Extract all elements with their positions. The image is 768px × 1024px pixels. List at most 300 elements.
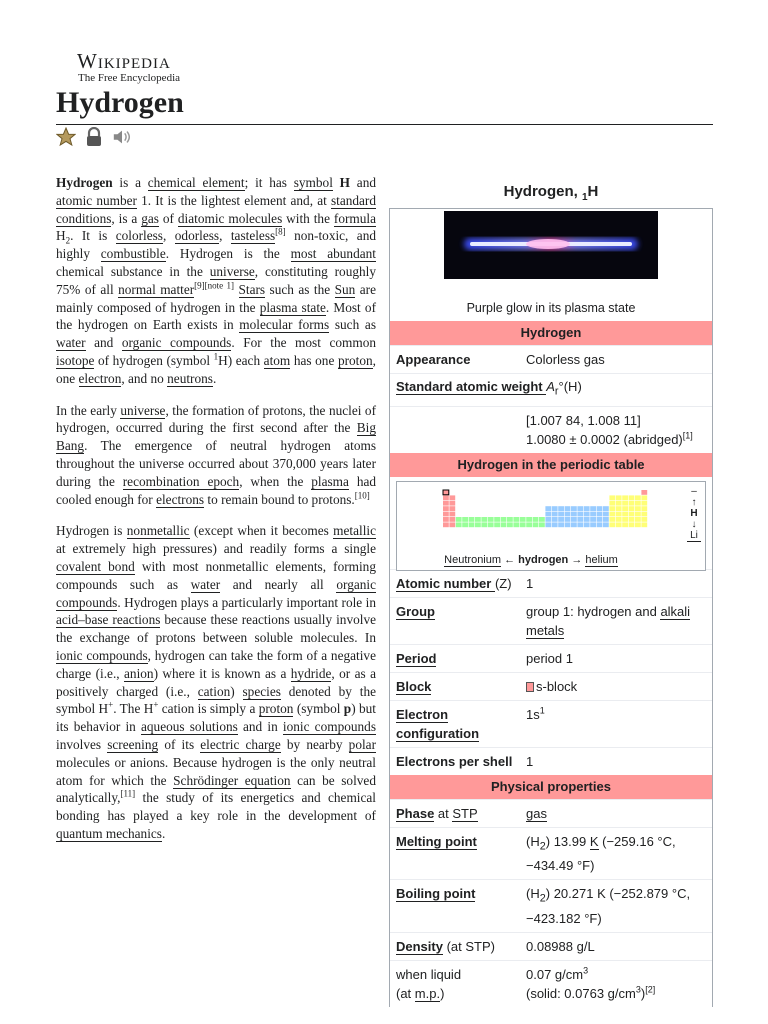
text: . Hydrogen is the	[165, 246, 291, 262]
pt-cell-d	[545, 522, 551, 527]
superscript: +	[108, 699, 114, 710]
hydrogen-plasma-image[interactable]	[444, 211, 658, 279]
text: , the formation of protons, the nuclei of hydrogen, occurred during the first second after the	[56, 402, 377, 436]
link-acid-base-reactions[interactable]: acid–base reactions	[56, 612, 161, 628]
link-group[interactable]: Group	[396, 603, 435, 619]
pt-cell-p	[635, 495, 641, 500]
link-anion[interactable]: anion	[124, 665, 154, 681]
pt-cell-d	[552, 517, 558, 522]
link-diatomic-molecules[interactable]: diatomic molecules	[177, 210, 283, 226]
text: ; it has	[244, 175, 294, 190]
current-element-symbol: H	[690, 507, 698, 519]
row-standard-atomic-weight-values	[390, 406, 712, 453]
text: ) where it is known as a	[153, 665, 291, 681]
link-chemical-element[interactable]: chemical element	[147, 175, 245, 190]
block-text: s-block	[536, 678, 578, 694]
link-standard-atomic-weight[interactable]: Standard atomic weight	[396, 379, 547, 394]
link-aqueous-solutions[interactable]: aqueous solutions	[141, 719, 238, 735]
pt-cell-p	[629, 495, 635, 500]
link-universe[interactable]: universe	[209, 263, 255, 279]
page-status-icons	[56, 127, 132, 147]
link-metallic[interactable]: metallic	[333, 523, 376, 539]
row-density-liquid	[390, 960, 712, 1007]
link-melting-point-abbr[interactable]: m.p.	[414, 985, 441, 1001]
pt-cell-p	[609, 511, 615, 516]
pt-cell-p	[641, 495, 647, 500]
pt-cell-d	[558, 506, 564, 511]
row-group	[390, 597, 712, 644]
link-schrodinger-equation[interactable]: Schrödinger equation	[173, 772, 291, 788]
link-screening[interactable]: screening	[107, 736, 159, 752]
pt-cell-p	[616, 506, 622, 511]
bold-term: Hydrogen	[56, 175, 113, 190]
s-block-color-icon	[526, 682, 534, 692]
text: chemical substance in the	[56, 263, 210, 279]
boiling-point-value	[522, 880, 712, 932]
periodic-table-area	[390, 477, 712, 569]
pt-cell-d	[590, 511, 596, 516]
pt-cell-f	[539, 517, 545, 522]
pt-cell-d	[584, 511, 590, 516]
appearance-label: Appearance	[396, 352, 471, 367]
block-label	[390, 673, 522, 700]
link-standard-conditions[interactable]: standard conditions	[56, 192, 376, 226]
pt-cell-p	[616, 495, 622, 500]
link-helium[interactable]: helium	[585, 553, 618, 566]
pt-cell-p	[635, 517, 641, 522]
pt-cell-s	[443, 511, 449, 516]
citation-link[interactable]: [2]	[645, 984, 656, 995]
pt-cell-f	[507, 517, 513, 522]
link-electrons[interactable]: electrons	[156, 491, 205, 507]
pt-cell-p	[641, 506, 647, 511]
link-atomic-number[interactable]: atomic number	[56, 192, 137, 208]
pt-cell-s	[443, 506, 449, 511]
electrons-per-shell-label: Electrons per shell	[396, 753, 513, 769]
text: and	[85, 335, 122, 351]
solid-density-end: )	[640, 985, 646, 1001]
text: of	[158, 210, 178, 226]
featured-star-icon[interactable]	[56, 127, 76, 147]
period-label	[390, 645, 522, 672]
link-symbol[interactable]: symbol	[293, 175, 333, 190]
pt-cell-s	[449, 517, 455, 522]
pt-cell-d	[558, 511, 564, 516]
text: Hydrogen is	[56, 523, 127, 539]
density-value: 0.08988 g/L	[526, 938, 595, 954]
pt-cell-d	[597, 506, 603, 511]
link-electric-charge[interactable]: electric charge	[200, 736, 281, 752]
pt-cell-d	[565, 511, 571, 516]
pt-cell-d	[577, 522, 583, 527]
periodic-table-svg[interactable]	[399, 484, 669, 546]
density-label	[390, 933, 522, 960]
text: , constituting roughly 75% of all	[56, 263, 376, 297]
text: of its	[158, 736, 201, 752]
link-molecular-forms[interactable]: molecular forms	[239, 317, 330, 333]
link-big-bang[interactable]: Big Bang	[56, 420, 376, 454]
standard-atomic-weight-label[interactable]	[390, 374, 588, 406]
pt-cell-f	[469, 522, 475, 527]
periodic-table-vertical-nav	[687, 486, 701, 542]
paragraph-intro	[56, 174, 376, 388]
pt-cell-p	[616, 511, 622, 516]
saw-interval: [1.007 84, 1.008 11]	[526, 412, 641, 428]
row-phase	[390, 799, 712, 827]
pt-cell-p	[609, 506, 615, 511]
link-combustible[interactable]: combustible	[100, 246, 166, 262]
above-element: –	[691, 485, 697, 497]
row-electron-configuration	[390, 700, 712, 747]
pt-cell-s	[443, 522, 449, 527]
infobox-image-area	[390, 209, 712, 299]
pt-cell-f	[488, 517, 494, 522]
pt-cell-d	[571, 506, 577, 511]
row-period	[390, 644, 712, 672]
pt-cell-p	[622, 511, 628, 516]
group-value	[522, 598, 712, 644]
link-sun[interactable]: Sun	[334, 281, 356, 297]
electrons-per-shell-value: 1	[526, 753, 534, 769]
pt-cell-f	[501, 517, 507, 522]
ar-symbol: A	[546, 379, 555, 394]
pt-cell-d	[590, 506, 596, 511]
periodic-table-thumbnail[interactable]	[396, 481, 706, 571]
pt-cell-d	[597, 522, 603, 527]
pt-cell-d	[577, 506, 583, 511]
empty-label	[390, 407, 522, 453]
text: . For the most common	[231, 335, 376, 351]
pt-cell-p	[616, 500, 622, 505]
text: .	[212, 370, 217, 386]
audio-speaker-icon[interactable]	[112, 127, 132, 147]
phase-value	[522, 800, 712, 827]
bp-text: (H	[526, 886, 540, 902]
link-organic-compounds[interactable]: organic compounds	[56, 576, 376, 610]
link-neutrons[interactable]: neutrons	[167, 370, 213, 386]
pt-cell-f	[469, 517, 475, 522]
superscript: 3	[583, 965, 589, 976]
text: at extremely high pressures) and readily forms a single	[56, 541, 376, 557]
ar-suffix: °(H)	[558, 379, 582, 394]
bp-subscript: 2	[539, 892, 546, 905]
pt-cell-d	[565, 522, 571, 527]
link-odorless[interactable]: odorless	[174, 228, 220, 244]
pt-cell-d	[603, 517, 609, 522]
text: ) but its behavior in	[56, 701, 376, 735]
link-plasma-state[interactable]: plasma state	[259, 299, 326, 315]
text: because these reactions usually involve the exchange of protons between soluble molecules. In	[56, 612, 376, 646]
row-atomic-number	[390, 569, 712, 597]
pt-cell-d	[571, 517, 577, 522]
caption-text: Hydrogen,	[503, 183, 582, 200]
link-stp[interactable]: STP	[452, 805, 478, 821]
pt-cell-f	[475, 522, 481, 527]
link-phase[interactable]: Phase	[396, 805, 435, 821]
link-cation[interactable]: cation	[197, 683, 231, 699]
text: ,	[163, 228, 175, 244]
text: . The H	[113, 701, 154, 717]
link-atom[interactable]: atom	[263, 352, 291, 368]
pt-cell-f	[462, 522, 468, 527]
pt-cell-d	[545, 506, 551, 511]
paragraph-history	[56, 402, 376, 509]
up-arrow-icon: ↑	[691, 496, 697, 508]
page-title: Hydrogen	[56, 86, 184, 119]
row-standard-atomic-weight	[390, 373, 712, 406]
link-electron[interactable]: electron	[78, 370, 122, 386]
text: with the	[282, 210, 334, 226]
pt-cell-d	[545, 517, 551, 522]
article-body	[56, 174, 376, 857]
solid-density: (solid: 0.0763 g/cm	[526, 985, 636, 1001]
pt-cell-d	[545, 511, 551, 516]
link-isotope[interactable]: isotope	[56, 352, 95, 368]
text: by nearby	[280, 736, 349, 752]
pt-cell-p	[609, 517, 615, 522]
link-species[interactable]: species	[242, 683, 281, 699]
pt-cell-p	[609, 495, 615, 500]
pt-cell-f	[507, 522, 513, 527]
infobox-frame	[389, 208, 713, 1007]
text: (except when it becomes	[189, 523, 334, 539]
row-appearance	[390, 345, 712, 373]
citation-link[interactable]: [11]	[120, 788, 136, 799]
pt-cell-f	[513, 517, 519, 522]
pt-cell-f	[533, 522, 539, 527]
link-hydride[interactable]: hydride	[290, 665, 332, 681]
text: 1. It is the lightest element and, at	[136, 192, 331, 208]
link-gas[interactable]: gas	[526, 805, 547, 821]
caption-text-end: H	[587, 183, 599, 200]
pt-cell-f	[520, 517, 526, 522]
pt-cell-d	[552, 506, 558, 511]
pt-cell-f	[456, 517, 462, 522]
link-alkali-metals[interactable]: alkali metals	[526, 603, 691, 638]
text	[234, 282, 238, 297]
citation-link[interactable]: [8]	[275, 226, 286, 237]
link-lithium[interactable]: Li	[687, 530, 701, 542]
electron-configuration-value	[522, 701, 712, 747]
text: , one	[56, 352, 376, 386]
pt-cell-d	[552, 511, 558, 516]
link-atomic-number[interactable]: Atomic number	[396, 575, 495, 591]
link-kelvin[interactable]: K	[589, 833, 599, 849]
pt-cell-f	[501, 522, 507, 527]
density-liquid-value	[522, 961, 712, 1007]
link-block[interactable]: Block	[396, 678, 432, 694]
link-gas[interactable]: gas	[141, 210, 159, 226]
melting-point-value	[522, 828, 712, 880]
pt-cell-f	[488, 522, 494, 527]
pt-cell-p	[635, 506, 641, 511]
boiling-point-label	[390, 880, 522, 932]
density-stp: (at STP)	[442, 938, 495, 954]
link-proton[interactable]: proton	[337, 352, 373, 368]
right-arrow: →	[568, 553, 586, 566]
mp-text: (−259.16 °C, −434.49 °F)	[526, 833, 676, 874]
row-density	[390, 932, 712, 960]
pt-cell-p	[635, 522, 641, 527]
z-symbol: (Z)	[494, 575, 512, 591]
text: ,	[219, 228, 231, 244]
link-ionic-compounds[interactable]: ionic compounds	[56, 647, 148, 663]
appearance-value: Colorless gas	[526, 352, 605, 367]
pt-cell-d	[597, 511, 603, 516]
link-period[interactable]: Period	[396, 650, 437, 666]
pt-cell-d	[584, 522, 590, 527]
bold-symbol: H	[332, 175, 351, 190]
text: H) each	[218, 352, 264, 368]
superscript: 1	[213, 351, 219, 362]
wikipedia-logo-title[interactable]: Wikipedia	[77, 49, 171, 73]
pt-cell-d	[571, 511, 577, 516]
text: , or as a positively charged (i.e.,	[56, 665, 376, 699]
text: with most nonmetallic elements, forming compounds such as	[56, 558, 376, 592]
ar-subscript: r	[554, 385, 559, 398]
mp-text: (H	[526, 833, 540, 849]
text: denoted by the symbol H	[56, 683, 376, 717]
text: are mainly composed of hydrogen in the	[56, 281, 376, 315]
link-ionic-compounds[interactable]: ionic compounds	[282, 719, 376, 735]
pt-cell-d	[603, 522, 609, 527]
text: , and no	[121, 370, 168, 386]
liquid-density: 0.07 g/cm	[526, 966, 584, 982]
link-nonmetallic[interactable]: nonmetallic	[126, 523, 190, 539]
pt-cell-f	[520, 522, 526, 527]
link-electron-configuration[interactable]: Electron configuration	[396, 706, 480, 741]
pt-cell-p	[622, 500, 628, 505]
bp-text: ) 20.271 K (−252.879 °C, −423.182 °F)	[526, 886, 691, 926]
citation-link[interactable]: [9][note 1]	[194, 280, 235, 291]
link-normal-matter[interactable]: normal matter	[118, 281, 195, 297]
pt-cell-d	[558, 522, 564, 527]
text: non-toxic, and highly	[56, 228, 377, 262]
pt-cell-p	[635, 511, 641, 516]
pt-cell-s	[449, 495, 455, 500]
pt-cell-hydrogen	[443, 490, 449, 495]
text: , hydrogen can take the form of a negative charge (i.e.,	[56, 647, 376, 681]
pt-cell-f	[526, 522, 532, 527]
atomic-number-label	[390, 570, 522, 597]
pt-cell-p	[641, 500, 647, 505]
link-neutronium[interactable]: Neutronium	[444, 553, 502, 566]
pt-cell-d	[565, 506, 571, 511]
link-organic-compounds[interactable]: organic compounds	[121, 335, 232, 351]
wikipedia-logo-tagline: The Free Encyclopedia	[78, 72, 181, 84]
pt-cell-p	[629, 522, 635, 527]
pt-cell-p	[622, 522, 628, 527]
pt-cell-p	[629, 500, 635, 505]
pt-cell-d	[603, 506, 609, 511]
pt-cell-s	[443, 495, 449, 500]
row-boiling-point	[390, 879, 712, 932]
mp-subscript: 2	[539, 840, 546, 853]
link-density[interactable]: Density	[396, 938, 443, 954]
text: cation is simply a	[158, 701, 259, 717]
text: . The emergence of neutral hydrogen atoms throughout the universe occurred about 370,000 years later during the	[56, 438, 376, 489]
link-polar[interactable]: polar	[348, 736, 376, 752]
text: and in	[237, 719, 283, 735]
superscript: +	[153, 699, 159, 710]
text: . Hydrogen plays a particularly important role in	[117, 594, 376, 610]
pt-cell-s	[449, 506, 455, 511]
pt-cell-p	[629, 517, 635, 522]
periodic-table-horizontal-nav	[403, 554, 659, 566]
econf-superscript: 1	[539, 705, 545, 716]
econf-text: 1s	[526, 706, 540, 722]
pt-cell-d	[577, 517, 583, 522]
link-most-abundant[interactable]: most abundant	[290, 246, 376, 262]
left-arrow: ←	[501, 553, 519, 566]
link-water[interactable]: water	[190, 576, 221, 592]
atomic-number-value: 1	[526, 575, 534, 591]
text: and nearly all	[220, 576, 337, 592]
link-formula[interactable]: formula	[333, 210, 376, 226]
text: such as the	[265, 281, 335, 297]
text: can be solved analytically,	[56, 772, 376, 806]
infobox-caption	[389, 180, 713, 208]
pt-cell-p	[641, 517, 647, 522]
link-stars[interactable]: Stars	[238, 281, 266, 297]
group-label	[390, 598, 522, 644]
link-tasteless[interactable]: tasteless	[230, 228, 276, 244]
infobox-header-periodic-table: Hydrogen in the periodic table	[390, 453, 712, 477]
row-block	[390, 672, 712, 700]
link-colorless[interactable]: colorless	[115, 228, 163, 244]
citation-link[interactable]: [1]	[682, 430, 693, 441]
link-water[interactable]: water	[56, 335, 86, 351]
pt-cell-f	[475, 517, 481, 522]
text: had cooled enough for	[56, 473, 377, 507]
text: . It is	[70, 228, 116, 244]
text: , is a	[111, 210, 142, 226]
pt-cell-f	[462, 517, 468, 522]
link-melting-point[interactable]: Melting point	[396, 833, 477, 849]
text: and	[350, 175, 377, 190]
pt-cell-p	[629, 506, 635, 511]
infobox-header-physical-properties: Physical properties	[390, 775, 712, 799]
superscript: 3	[635, 984, 641, 995]
pt-cell-f	[456, 522, 462, 527]
lock-icon[interactable]	[84, 127, 104, 147]
link-boiling-point[interactable]: Boiling point	[396, 886, 476, 902]
text: . Most of the hydrogen on Earth exists in	[56, 299, 376, 333]
text: (symbol	[293, 701, 344, 717]
pt-cell-s	[449, 511, 455, 516]
pt-cell-p	[616, 517, 622, 522]
block-value	[522, 673, 712, 700]
link-covalent-bond[interactable]: covalent bond	[56, 558, 135, 574]
link-universe[interactable]: universe	[120, 402, 166, 418]
density-liquid-label	[390, 961, 522, 1007]
text: to remain bound to protons.	[204, 491, 355, 507]
pt-cell-f	[533, 517, 539, 522]
link-recombination-epoch[interactable]: recombination epoch	[122, 473, 240, 489]
pt-cell-p	[629, 511, 635, 516]
pt-cell-s	[449, 500, 455, 505]
pt-cell-f	[494, 517, 500, 522]
link-quantum-mechanics[interactable]: quantum mechanics	[56, 825, 162, 841]
pt-cell-d	[565, 517, 571, 522]
pt-cell-p	[609, 500, 615, 505]
citation-link[interactable]: [10]	[354, 490, 370, 501]
link-proton[interactable]: proton	[258, 701, 294, 717]
pt-cell-p	[622, 495, 628, 500]
pt-cell-d	[590, 517, 596, 522]
liquid-label-text: when liquid	[396, 966, 462, 982]
link-plasma[interactable]: plasma	[311, 473, 349, 489]
